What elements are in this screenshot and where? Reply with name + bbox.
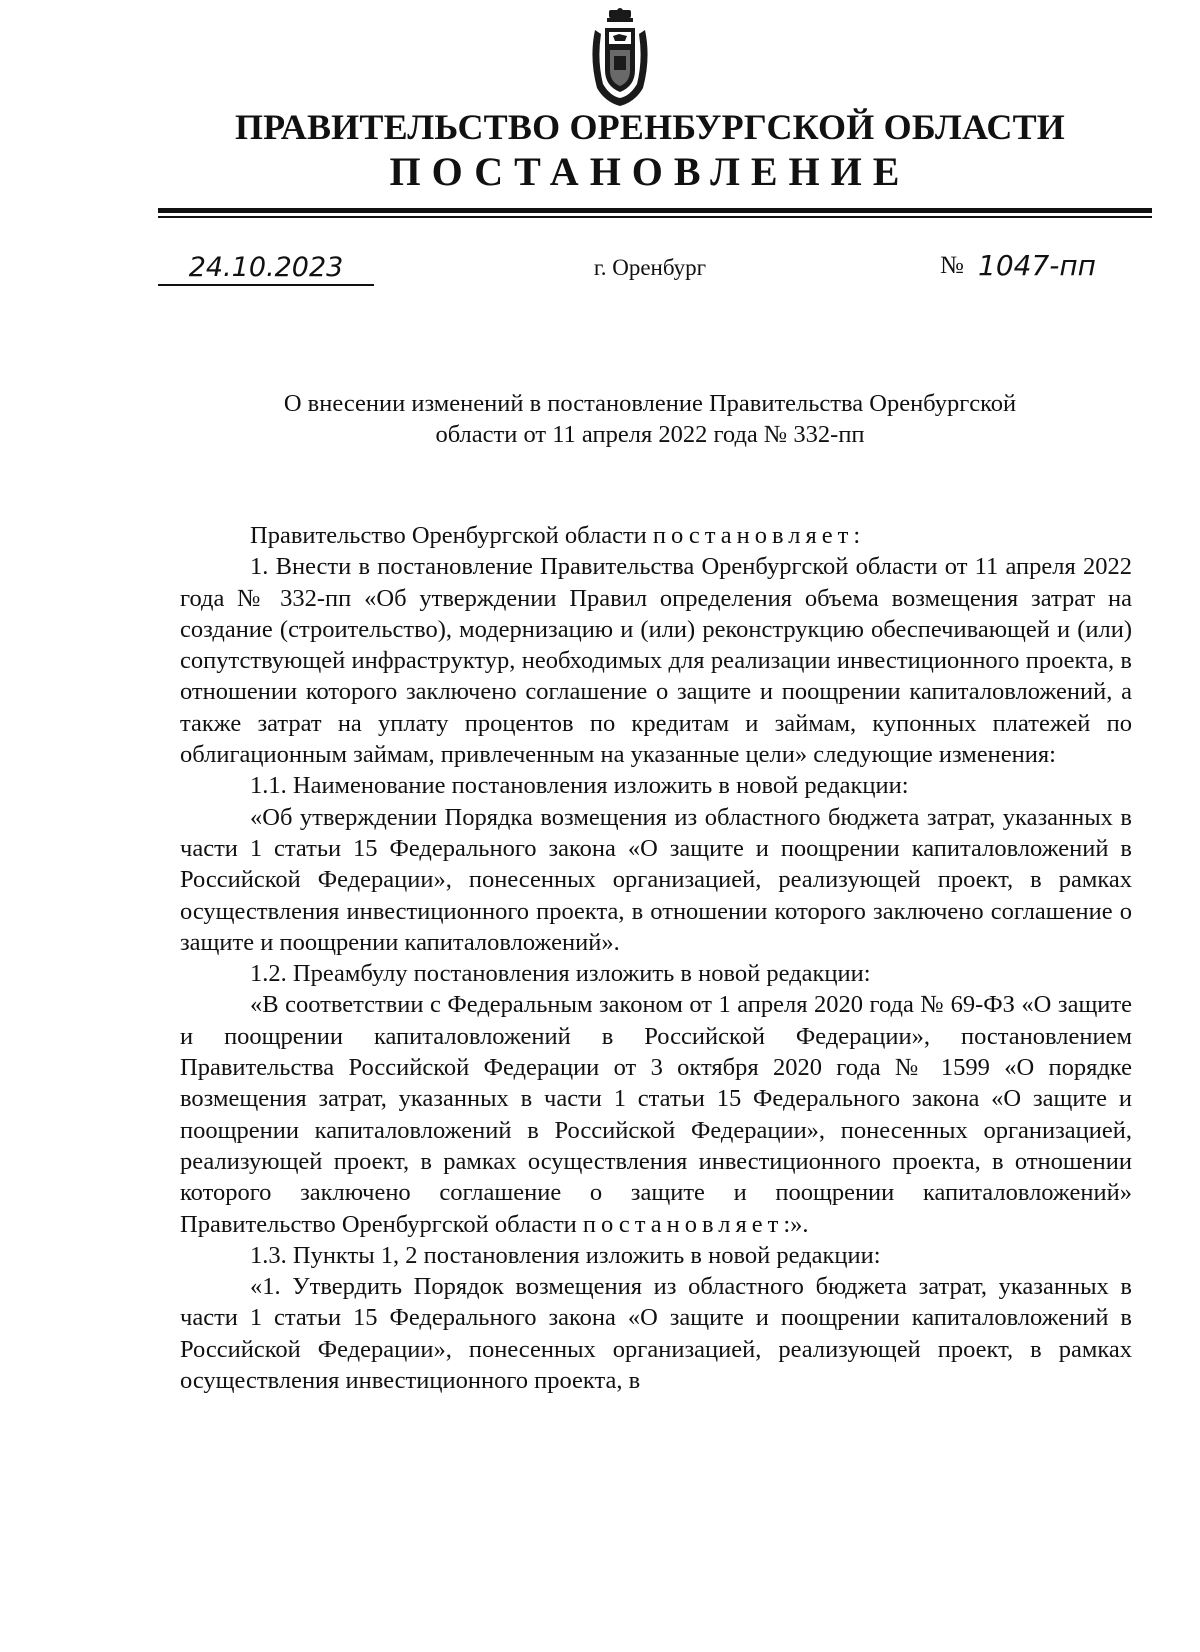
body-paragraph: 1. Внести в постановление Правительства Оренбургской области от 11 апреля 2022 года № 332-пп «Об утверждении Правил определения объема возмещения затрат на создание (строительство), модернизацию и (или) реконструкцию обеспечивающей и (или) сопутствующей инфраструктур, необходимых для реализации инвестиционного проекта, в отношении которого заключено соглашение о защите и поощрении капиталовложений, а также затрат на уплату процентов по кредитам и займам, купонных платежей по облигационным займам, привлеченным на указанные цели» следующие изменения: — [180, 553, 1132, 769]
number-label: № — [940, 252, 964, 279]
body-paragraph: «В соответствии с Федеральным законом от 1 апреля 2020 года № 69-ФЗ «О защите и поощрении капиталовложений в Российской Федерации», постановлением Правительства Российской Федерации от 3 октября 2020 года № 1599 «О порядке возмещения затрат, указанных в части 1 статьи 15 Федерального закона «О защите и поощрении капиталовложений в Российской Федерации», понесенных организацией, реализующей проект, в рамках осуществления инвестиционного проекта, в отношении которого заключено соглашение о защите и поощрении капиталовложений» Правительство Оренбургской области постановляет:». — [180, 991, 1132, 1238]
header-rule-thin — [158, 216, 1152, 218]
body-paragraph: «1. Утвердить Порядок возмещения из областного бюджета затрат, указанных в части 1 статьи 15 Федерального закона «О защите и поощрении капиталовложений в Российской Федерации», понесенных организацией, реализующей проект, в рамках осуществления инвестиционного проекта, в — [180, 1273, 1132, 1395]
decree-title: ПОСТАНОВЛЕНИЕ — [389, 149, 911, 194]
body-paragraph: Правительство Оренбургской области постановляет: — [250, 522, 861, 549]
city: г. Оренбург — [593, 255, 707, 280]
body-paragraph: 1.3. Пункты 1, 2 постановления изложить в новой редакции: — [250, 1241, 881, 1269]
decree-number: 1047-пп — [978, 249, 1096, 282]
body-paragraph: «Об утверждении Порядка возмещения из областного бюджета затрат, указанных в части 1 статьи 15 Федерального закона «О защите и поощрении капиталовложений в Российской Федерации», понесенных организацией, реализующей проект, в рамках осуществления инвестиционного проекта, в отношении которого заключено соглашение о защите и поощрении капиталовложений». — [180, 803, 1132, 956]
government-title: ПРАВИТЕЛЬСТВО ОРЕНБУРГСКОЙ ОБЛАСТИ — [234, 107, 1066, 147]
body-paragraph: 1.1. Наименование постановления изложить в новой редакции: — [250, 772, 909, 800]
decree-date: 24.10.2023 — [158, 252, 374, 286]
body-paragraph: 1.2. Преамбулу постановления изложить в новой редакции: — [250, 960, 871, 988]
oblast-coat-of-arms-icon — [585, 8, 655, 108]
decree-subject: О внесении изменений в постановление Правительства Оренбургской области от 11 апреля 2022 года № 332-пп — [283, 390, 1017, 448]
header-rule-thick — [158, 208, 1152, 213]
decree-body — [180, 520, 1132, 1396]
